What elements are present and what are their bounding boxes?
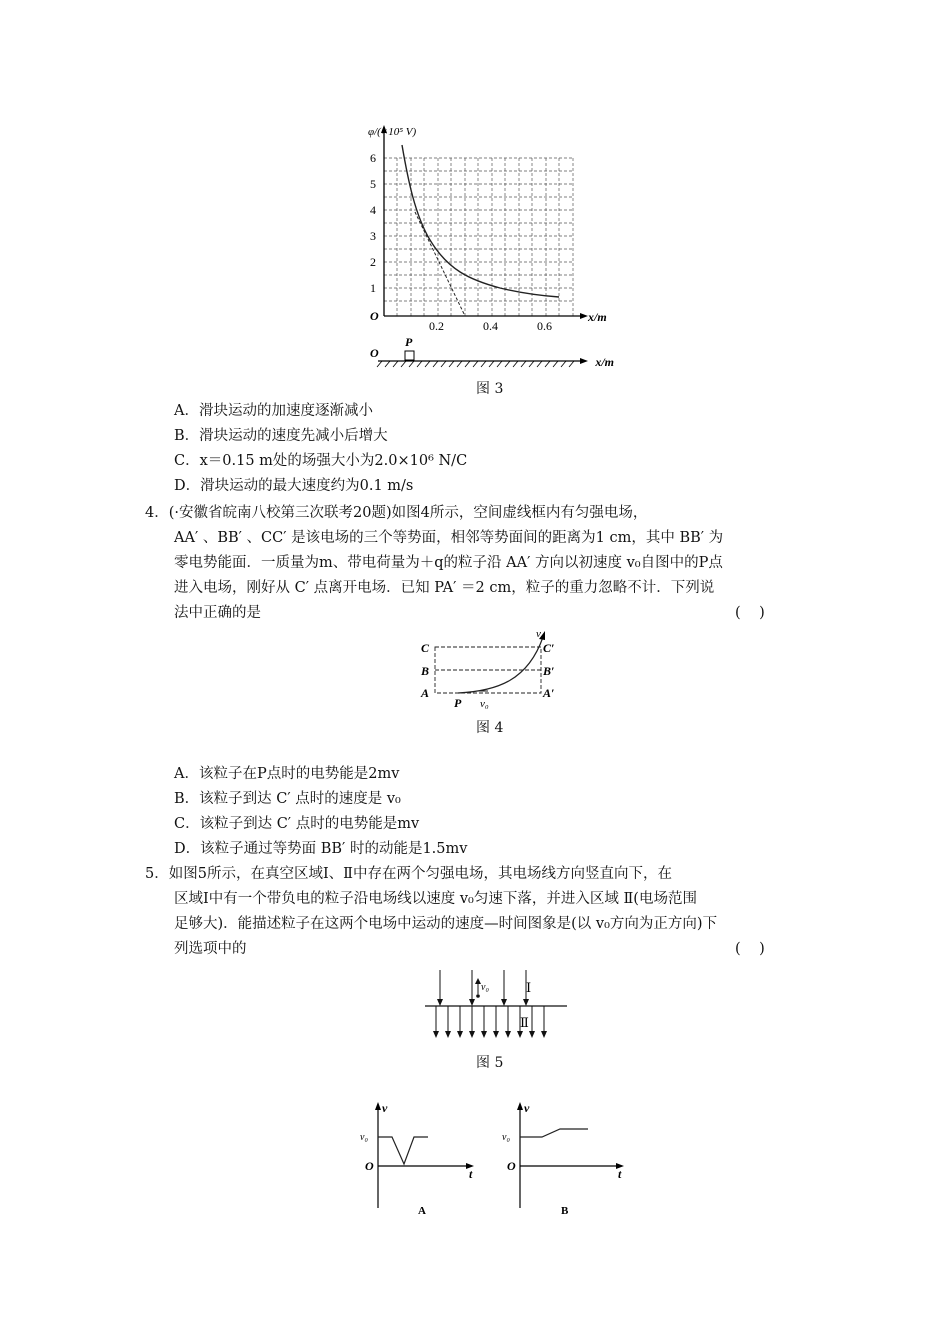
q5-line-3: 足够大)．能描述粒子在这两个电场中运动的速度—时间图象是(以 v₀方向为正方向)下 [174, 916, 718, 932]
q4-line-3: 零电势能面．一质量为m、带电荷量为＋q的粒子沿 AA′ 方向以初速度 v₀自图中的P点 [174, 555, 723, 571]
y-tick-4: 4 [370, 203, 376, 217]
q4-option-a: A．该粒子在P点时的电势能是2mv [174, 766, 400, 782]
slider-block [405, 351, 414, 360]
x-tick-0.6: 0.6 [537, 319, 552, 333]
q5-line-4: 列选项中的 [174, 941, 247, 957]
graph-b-option-label: B [561, 1205, 569, 1217]
figure-3-caption: 图 3 [476, 381, 504, 397]
ground-hatch [377, 361, 574, 367]
q4-option-d: D．该粒子通过等势面 BB′ 时的动能是1.5mv [174, 841, 468, 857]
origin-label: O [370, 309, 379, 323]
v0-label: v₀ [481, 982, 489, 993]
q4-line-1: 4．(·安徽省皖南八校第三次联考20题)如图4所示，空间虚线框内有匀强电场， [145, 505, 648, 521]
label-C-prime: C′ [543, 641, 555, 655]
graph-a-option-label: A [418, 1205, 426, 1217]
label-P: P [454, 696, 462, 710]
q4-line-5: 法中正确的是 [174, 605, 261, 621]
label-B-prime: B′ [543, 664, 555, 678]
y-tick-2: 2 [370, 255, 376, 269]
graph-a-v-arrow [375, 1102, 381, 1110]
x-tick-0.4: 0.4 [483, 319, 498, 333]
graph-a-v0-label: v₀ [360, 1132, 368, 1143]
graph-b-curve [520, 1129, 588, 1137]
q5-line-1: 5．如图5所示，在真空区域Ⅰ、Ⅱ中存在两个匀强电场，其电场线方向竖直向下，在 [145, 866, 673, 882]
q4-option-b: B．该粒子到达 C′ 点时的速度是 v₀ [174, 791, 401, 807]
lower-origin-label: O [370, 346, 379, 360]
region-1-arrowheads [437, 999, 529, 1006]
q3-option-d: D．滑块运动的最大速度约为0.1 m/s [174, 478, 414, 494]
q4-line-2: AA′ 、BB′ 、CC′ 是该电场的三个等势面，相邻等势面间的距离为1 cm，其中 BB′ 为 [174, 530, 724, 546]
ground-axis-arrow [580, 358, 588, 364]
graph-a-curve [378, 1137, 428, 1164]
graph-a-v-label: v [382, 1101, 388, 1115]
figure-3 [360, 120, 620, 375]
region-1-label: Ⅰ [526, 980, 532, 995]
x-axis-arrow [580, 313, 588, 319]
label-A-prime: A′ [543, 686, 555, 700]
label-A: A [421, 686, 430, 700]
y-tick-1: 1 [370, 281, 376, 295]
figure-5 [422, 966, 572, 1046]
x-axis-label: x/m [588, 310, 607, 324]
graph-b-t-label: t [618, 1167, 622, 1181]
y-tick-3: 3 [370, 229, 376, 243]
q4-option-c: C．该粒子到达 C′ 点时的电势能是mv [174, 816, 420, 832]
graph-b-v0-label: v₀ [502, 1132, 510, 1143]
figure-5-caption: 图 5 [476, 1055, 504, 1071]
q3-option-a: A．滑块运动的加速度逐渐减小 [174, 403, 373, 419]
q3-option-b: B．滑块运动的速度先减小后增大 [174, 428, 388, 444]
graph-b-origin: O [507, 1159, 516, 1173]
figure-4 [418, 625, 568, 710]
label-v: v [536, 628, 541, 640]
block-label-P: P [405, 335, 413, 349]
region-2-label: Ⅱ [520, 1015, 529, 1030]
region-2-arrowheads [433, 1031, 547, 1038]
graph-a-t-label: t [469, 1167, 473, 1181]
potential-curve [402, 145, 559, 297]
ground-axis-label: x/m [595, 355, 614, 369]
label-C: C [421, 641, 430, 655]
y-tick-5: 5 [370, 177, 376, 191]
particle-path [458, 637, 543, 693]
graph-b-v-arrow [517, 1102, 523, 1110]
q5-line-2: 区域Ⅰ中有一个带负电的粒子沿电场线以速度 v₀匀速下落，并进入区域 Ⅱ(电场范围 [174, 891, 697, 907]
y-tick-6: 6 [370, 151, 376, 165]
y-axis-label: φ/(×10⁵ V) [368, 126, 417, 138]
q3-option-c: C．x＝0.15 m处的场强大小为2.0×10⁶ N/C [174, 453, 468, 469]
label-B: B [421, 664, 430, 678]
q5-answer-blank: ( ) [735, 941, 765, 957]
tangent-line [415, 212, 465, 316]
label-v0: v₀ [480, 698, 489, 710]
graph-a-origin: O [365, 1159, 374, 1173]
x-tick-0.2: 0.2 [429, 319, 444, 333]
particle [476, 994, 480, 998]
graph-a [360, 1098, 490, 1218]
grid [384, 158, 574, 316]
graph-b-v-label: v [524, 1101, 530, 1115]
q4-answer-blank: ( ) [735, 605, 765, 621]
q4-line-4: 进入电场，刚好从 C′ 点离开电场．已知 PA′ ＝2 cm，粒子的重力忽略不计．下列说 [174, 580, 715, 596]
figure-4-caption: 图 4 [476, 720, 504, 736]
graph-b [502, 1098, 632, 1218]
